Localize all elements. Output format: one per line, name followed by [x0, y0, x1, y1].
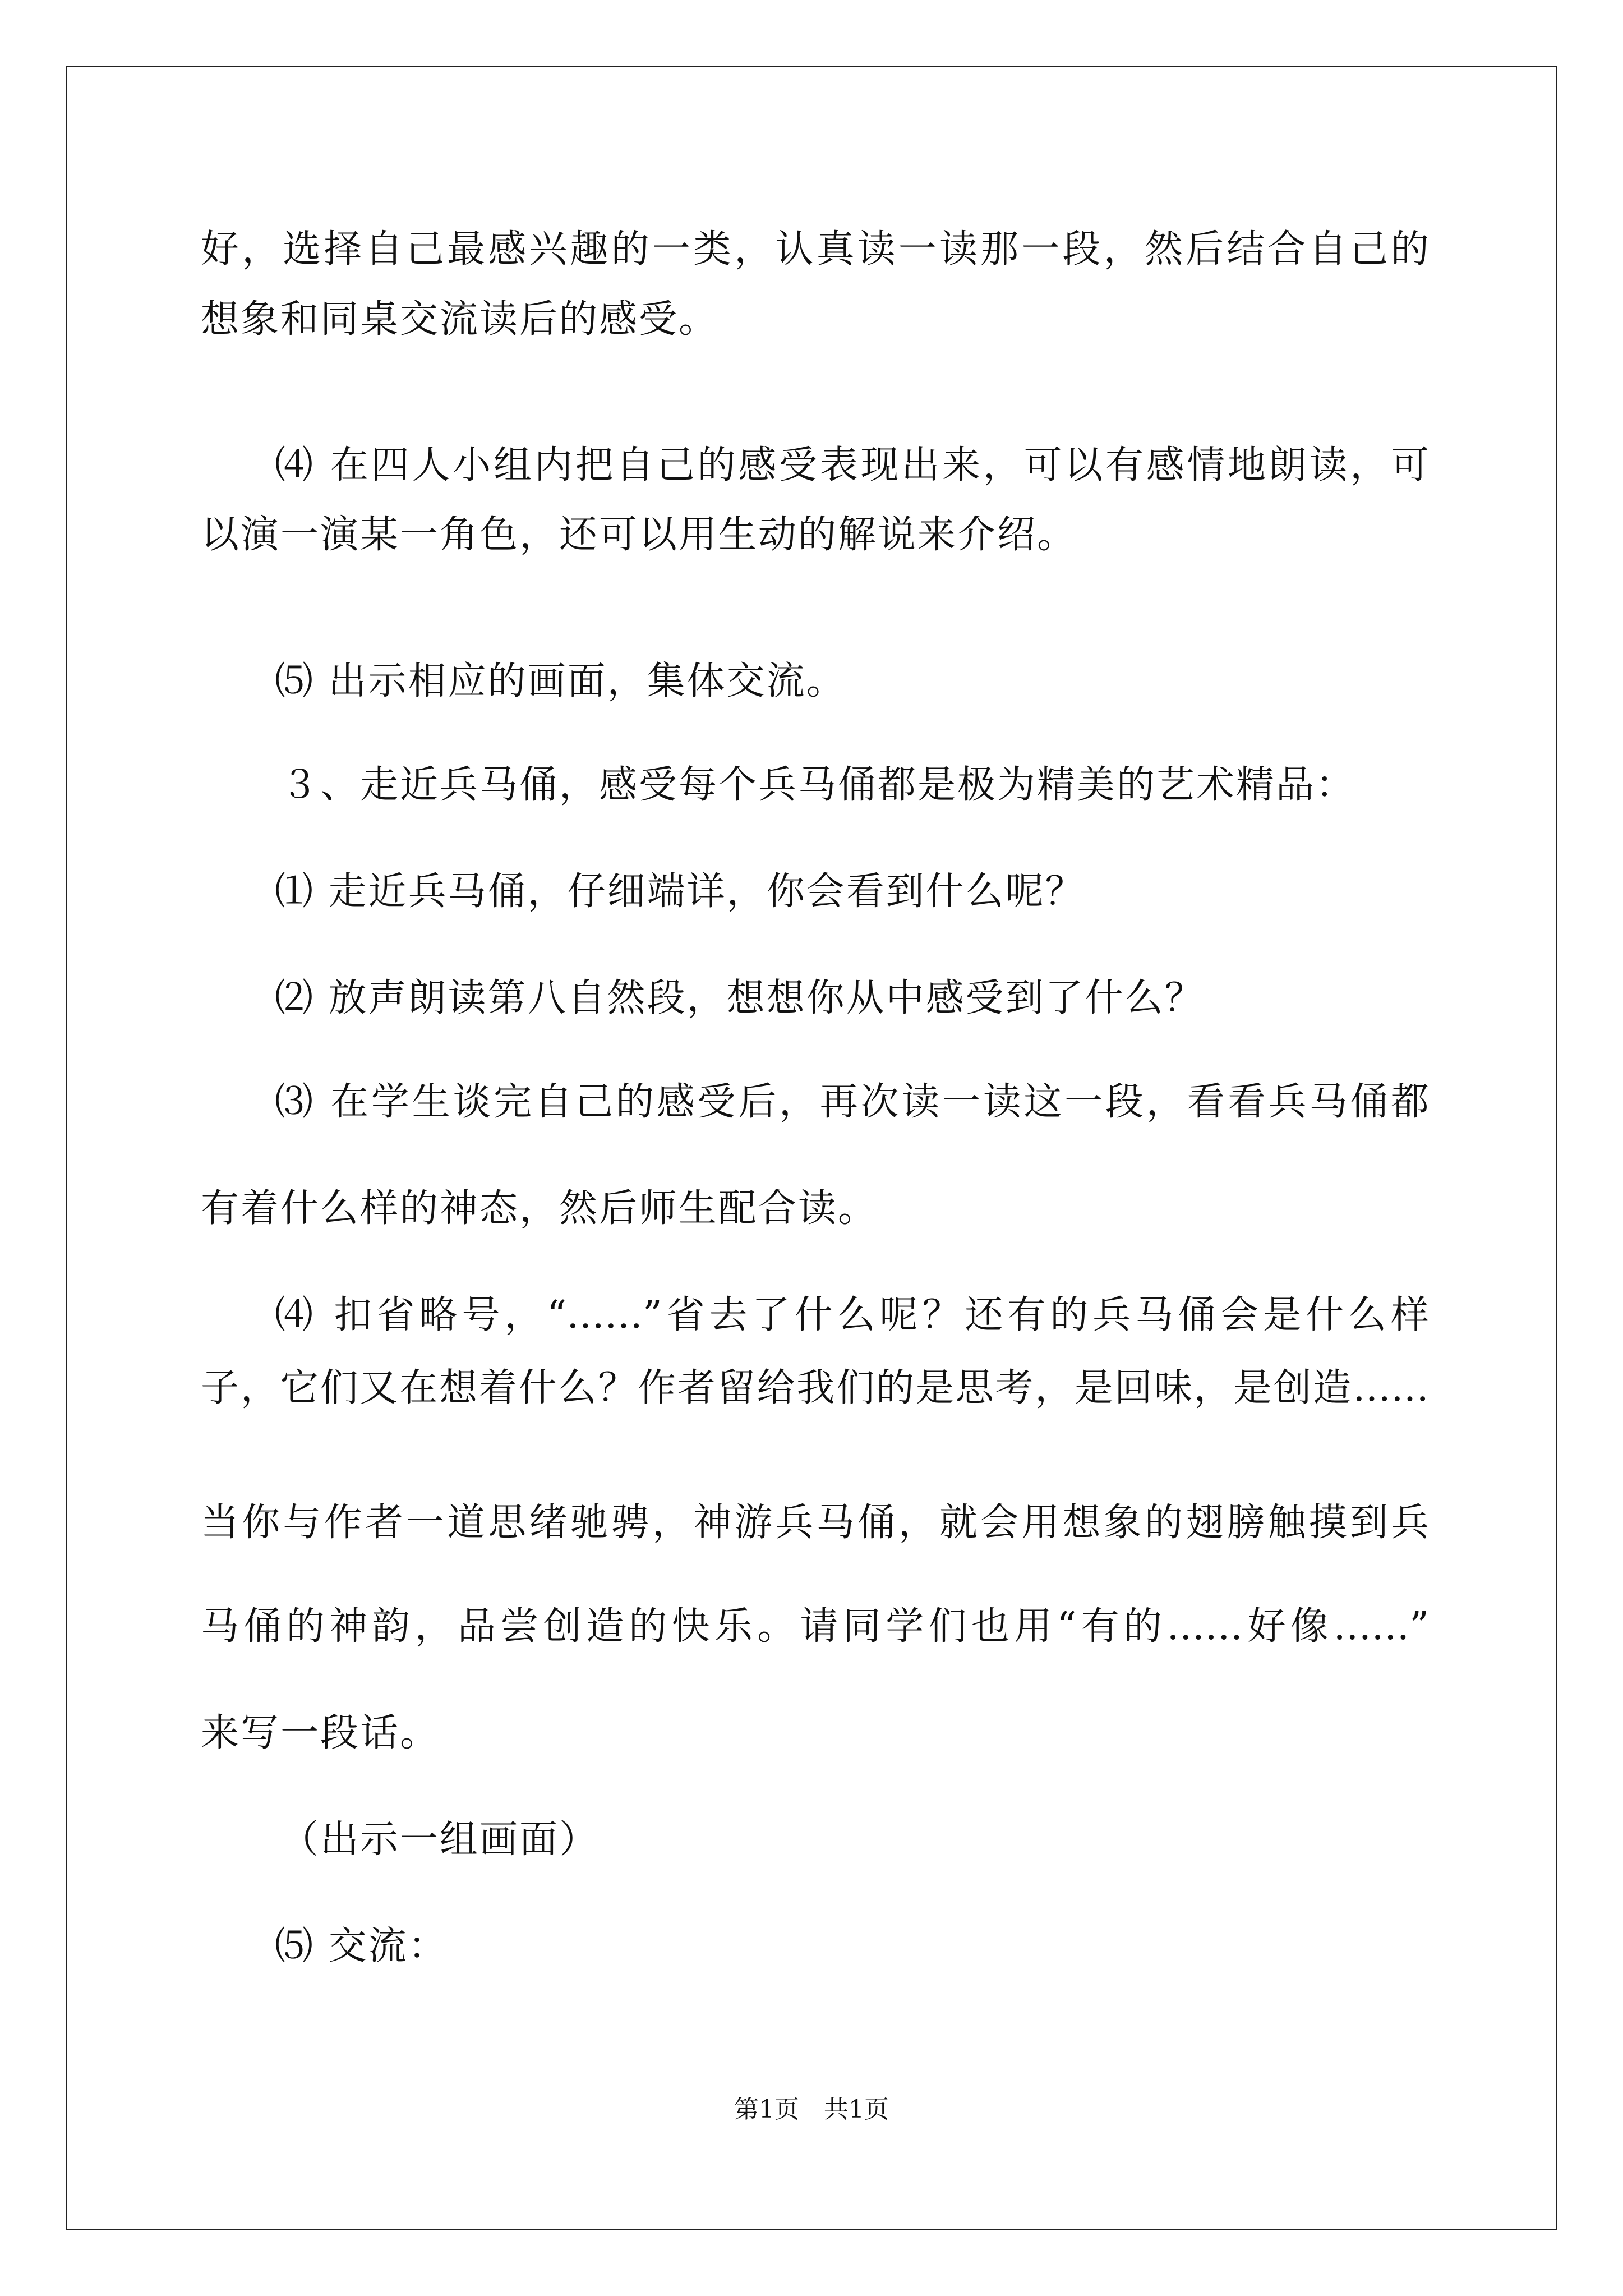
paragraph-line: 想象和同桌交流读后的感受。 [201, 297, 719, 342]
paragraph-line: 以演一演某一角色，还可以用生动的解说来介绍。 [201, 513, 1077, 557]
paragraph-line: 有着什么样的神态，然后师生配合读。 [201, 1186, 878, 1231]
paragraph-line: ⑶ 在学生谈完自己的感受后，再次读一读这一段，看看兵马俑都 [275, 1080, 1429, 1124]
paragraph-line: 马俑的神韵，品尝创造的快乐。请同学们也用“有的……好像……” [201, 1604, 1429, 1649]
page-border [66, 66, 1557, 2230]
paragraph-line: ⑸ 交流： [275, 1924, 448, 1968]
paragraph-line: ⑷ 扣省略号，“……”省去了什么呢？还有的兵马俑会是什么样 [275, 1293, 1429, 1337]
paragraph-line: ⑷ 在四人小组内把自己的感受表现出来，可以有感情地朗读，可 [275, 443, 1429, 487]
paragraph-line: 当你与作者一道思绪驰骋，神游兵马俑，就会用想象的翅膀触摸到兵 [201, 1501, 1429, 1545]
section-heading: ３、走近兵马俑，感受每个兵马俑都是极为精美的艺术精品： [280, 763, 1356, 807]
paragraph-line: ⑸ 出示相应的画面，集体交流。 [275, 659, 846, 703]
paragraph-line: 来写一段话。 [201, 1711, 440, 1755]
page-number-footer: 第1页 共1页 [734, 2095, 889, 2124]
paragraph-line: ⑴ 走近兵马俑，仔细端详，你会看到什么呢？ [275, 869, 1085, 914]
paragraph-line: 好，选择自己最感兴趣的一类，认真读一读那一段，然后结合自己的 [201, 227, 1429, 272]
paragraph-line: ⑵ 放声朗读第八自然段，想想你从中感受到了什么？ [275, 976, 1205, 1020]
paragraph-line: 子，它们又在想着什么？作者留给我们的是思考，是回味，是创造…… [201, 1366, 1429, 1410]
paragraph-line: （出示一组画面） [280, 1818, 600, 1862]
